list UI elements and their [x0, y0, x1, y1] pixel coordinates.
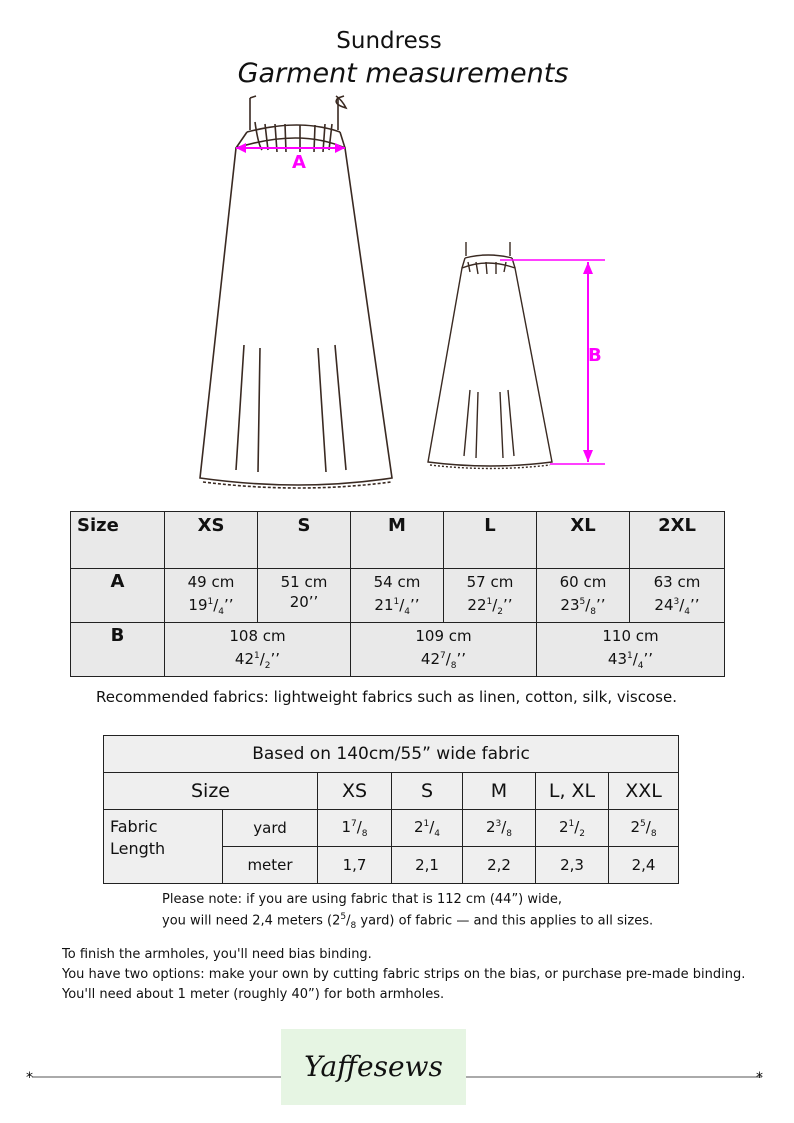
- measure-b-row: [71, 623, 725, 677]
- a-cell: 49 cm $19^1/_4$’’: [165, 569, 258, 623]
- b-cell: 109 cm $42^7/_8$’’: [351, 623, 537, 677]
- row-a-label: A: [71, 569, 165, 623]
- brand-logo: Yaffesews: [281, 1029, 466, 1105]
- b-cell: 110 cm $43^1/_4$’’: [537, 623, 725, 677]
- size-m: M: [351, 512, 444, 569]
- fabric-size: L, XL: [536, 773, 609, 810]
- size-header-row: [71, 512, 725, 569]
- yard-cell: $1^7/_8$: [318, 810, 392, 847]
- small-dress-drawing: [428, 242, 552, 469]
- bias-line-2: You have two options: make your own by cutting fabric strips on the bias, or purchase pre-made binding.: [62, 967, 746, 982]
- size-2xl: 2XL: [630, 512, 725, 569]
- yard-cell: $2^1/_2$: [536, 810, 609, 847]
- page-title: Sundress: [336, 28, 442, 54]
- yard-cell: $2^5/_8$: [609, 810, 679, 847]
- fabric-size: XS: [318, 773, 392, 810]
- fabric-size: S: [392, 773, 463, 810]
- yard-label: yard: [223, 810, 318, 847]
- meter-cell: 2,4: [609, 847, 679, 884]
- a-cell: 54 cm $21^1/_4$’’: [351, 569, 444, 623]
- yard-cell: $2^1/_4$: [392, 810, 463, 847]
- meter-cell: 2,3: [536, 847, 609, 884]
- measure-a-row: [71, 569, 725, 623]
- meter-cell: 1,7: [318, 847, 392, 884]
- a-cell: 60 cm $23^5/_8$’’: [537, 569, 630, 623]
- fabric-size: M: [463, 773, 536, 810]
- note-line-1: Please note: if you are using fabric that is 112 cm (44”) wide,: [162, 892, 563, 907]
- size-s: S: [258, 512, 351, 569]
- a-cell: 63 cm $24^3/_4$’’: [630, 569, 725, 623]
- label-b: B: [588, 345, 602, 366]
- bias-line-3: You'll need about 1 meter (roughly 40”) for both armholes.: [62, 987, 445, 1002]
- meter-cell: 2,1: [392, 847, 463, 884]
- recommended-fabrics: Recommended fabrics: lightweight fabrics such as linen, cotton, silk, viscose.: [96, 688, 677, 706]
- meter-label: meter: [223, 847, 318, 884]
- measurements-table: [70, 511, 725, 677]
- a-cell: 57 cm $22^1/_2$’’: [444, 569, 537, 623]
- page-subtitle: Garment measurements: [237, 58, 569, 89]
- fabric-caption: Based on 140cm/55” wide fabric: [104, 736, 679, 773]
- b-cell: 108 cm $42^1/_2$’’: [165, 623, 351, 677]
- dress-illustration: [0, 0, 794, 500]
- right-star-icon: *: [756, 1070, 763, 1086]
- fabric-length-table: [103, 735, 679, 884]
- fabric-length-label: Fabric Length: [104, 810, 223, 884]
- left-star-icon: *: [26, 1070, 33, 1086]
- size-xs: XS: [165, 512, 258, 569]
- a-cell: 51 cm 20’’: [258, 569, 351, 623]
- fabric-size-header: Size: [104, 773, 318, 810]
- size-header: Size: [71, 512, 165, 569]
- size-l: L: [444, 512, 537, 569]
- bias-line-1: To finish the armholes, you'll need bias binding.: [62, 947, 372, 962]
- row-b-label: B: [71, 623, 165, 677]
- meter-cell: 2,2: [463, 847, 536, 884]
- fabric-size: XXL: [609, 773, 679, 810]
- size-xl: XL: [537, 512, 630, 569]
- yard-cell: $2^3/_8$: [463, 810, 536, 847]
- note-line-2: you will need 2,4 meters ($2^5/_8$ yard) of fabric — and this applies to all sizes.: [162, 912, 654, 931]
- label-a: A: [292, 152, 306, 173]
